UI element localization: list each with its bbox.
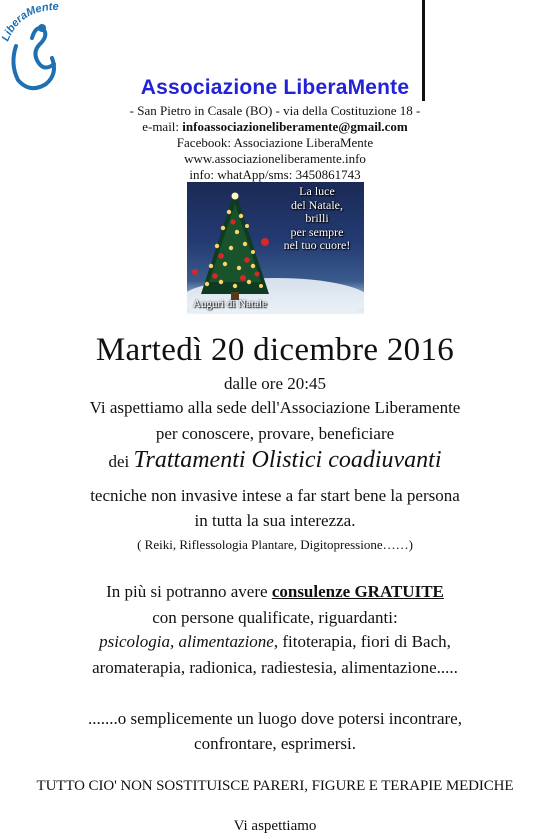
christmas-tree-image bbox=[187, 182, 364, 314]
medical-disclaimer: TUTTO CIO' NON SOSTITUISCE PARERI, FIGURE E TERAPIE MEDICHE bbox=[36, 778, 514, 794]
website-link[interactable]: www.associazioneliberamente.info bbox=[184, 151, 366, 166]
event-date: Martedì 20 dicembre 2016 bbox=[95, 332, 455, 368]
topics-line bbox=[0, 632, 550, 652]
address: - San Pietro in Casale (BO) - via della Costituzione 18 - bbox=[129, 103, 421, 118]
description-line: tecniche non invasive intese a far start bene la persona bbox=[90, 486, 460, 505]
treatments-title: Trattamenti Olistici coadiuvanti bbox=[133, 447, 442, 473]
event-time: dalle ore 20:45 bbox=[224, 374, 326, 393]
meeting-line: .......o semplicemente un luogo dove potersi incontrare, bbox=[88, 709, 462, 728]
whatsapp-line: info: whatApp/sms: 3450861743 bbox=[189, 167, 361, 182]
free-consult-prefix: In più si potranno avere bbox=[106, 582, 268, 601]
topics-rest: , fitoterapia, fiori di Bach, bbox=[273, 632, 451, 651]
purpose-line: per conoscere, provare, beneficiare bbox=[155, 424, 395, 443]
email-address[interactable]: infoassociazioneliberamente@gmail.com bbox=[182, 119, 408, 134]
free-consult-highlight: consulenze GRATUITE bbox=[271, 582, 444, 601]
closing-line: Vi aspettiamo bbox=[233, 818, 317, 834]
meeting-line-2: confrontare, esprimersi. bbox=[194, 734, 356, 753]
email-line bbox=[0, 119, 550, 135]
treatments-heading bbox=[0, 447, 550, 473]
qualified-people-line: con persone qualificate, riguardanti: bbox=[152, 608, 398, 627]
image-footer: Auguri di Natale bbox=[193, 298, 267, 310]
treatments-prefix: dei bbox=[108, 452, 130, 471]
facebook-line: Facebook: Associazione LiberaMente bbox=[176, 135, 374, 150]
image-caption: La luce del Natale, brilli per sempre nel tuo cuore! bbox=[283, 184, 351, 252]
invite-line: Vi aspettiamo alla sede dell'Associazione Liberamente bbox=[89, 398, 461, 417]
free-consult-line bbox=[0, 582, 550, 602]
org-name: Associazione LiberaMente bbox=[140, 76, 410, 99]
topics-line-2: aromaterapia, radionica, radiestesia, alimentazione..... bbox=[92, 658, 458, 677]
topics-italic: psicologia, alimentazione bbox=[99, 632, 274, 651]
email-label: e-mail: bbox=[142, 119, 180, 134]
treatments-list: ( Reiki, Riflessologia Plantare, Digitopressione……) bbox=[137, 537, 413, 552]
description-line-2: in tutta la sua interezza. bbox=[194, 511, 356, 530]
logo-text: iberaMente bbox=[2, 2, 59, 38]
